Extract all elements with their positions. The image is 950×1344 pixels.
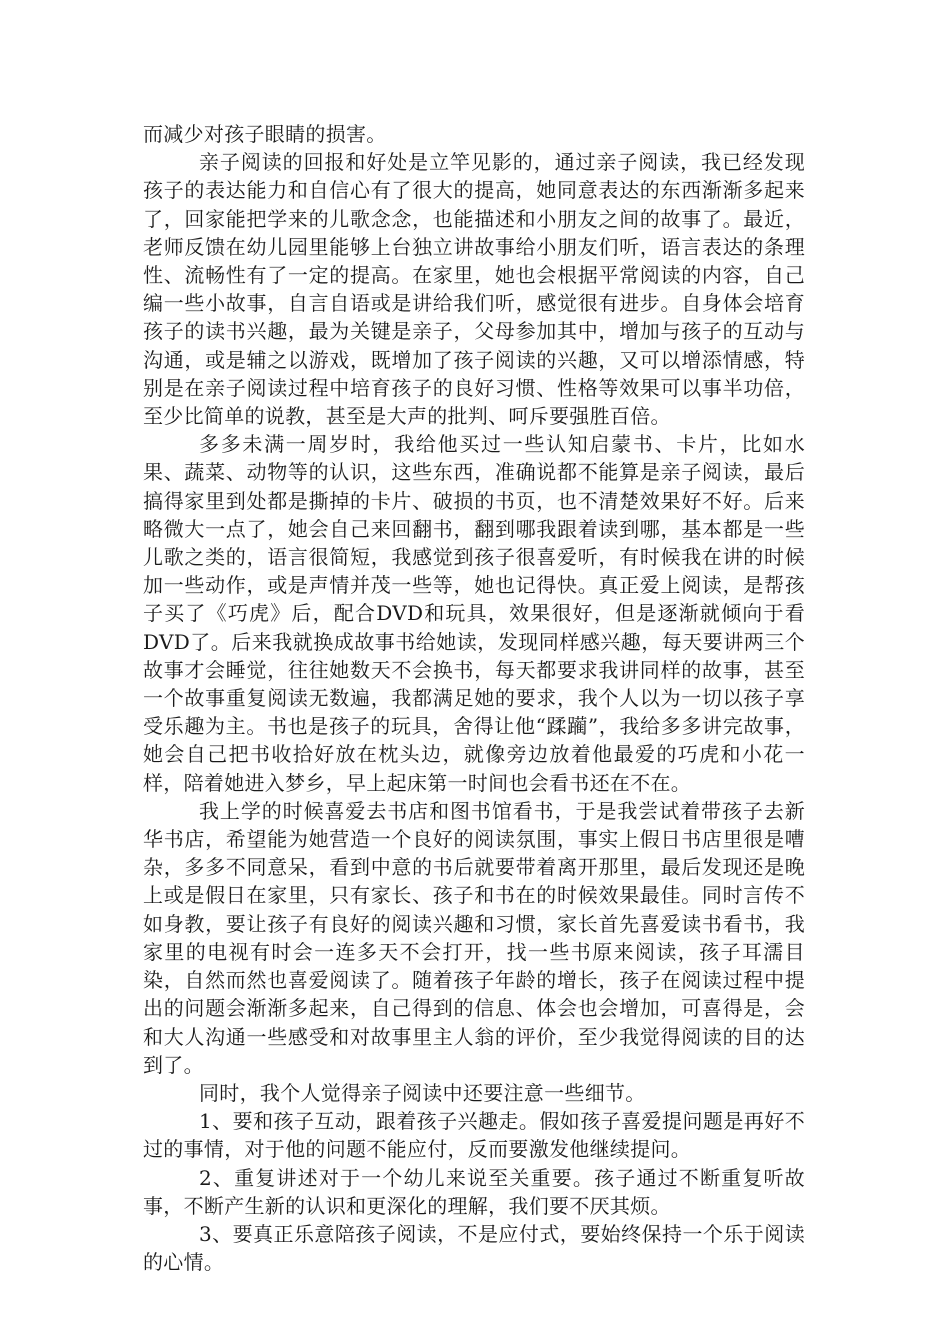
- paragraph-continuation: 而减少对孩子眼睛的损害。: [143, 122, 387, 146]
- list-item-willingness: 3、要真正乐意陪孩子阅读，不是应付式，要始终保持一个乐于阅读的心情。: [143, 1221, 805, 1275]
- list-item-repetition: 2、重复讲述对于一个幼儿来说至关重要。孩子通过不断重复听故事，不断产生新的认识和更深化的理解，我们要不厌其烦。: [143, 1165, 805, 1218]
- paragraph-details-intro: 同时，我个人觉得亲子阅读中还要注意一些细节。: [199, 1080, 646, 1105]
- list-item-interaction: 1、要和孩子互动，跟着孩子兴趣走。假如孩子喜爱提问题是再好不过的事情，对于他的问题不能应付，反而要激发他继续提问。: [143, 1109, 805, 1162]
- paragraph-benefits: 亲子阅读的回报和好处是立竿见影的，通过亲子阅读，我已经发现孩子的表达能力和自信心有了很大的提高，她同意表达的东西渐渐多起来了，回家能把学来的儿歌念念，也能描述和小朋友之间的故事了。最近，老师反馈在幼儿园里能够上台独立讲故事给小朋友们听，语言表达的条理性、流畅性有了一定的提高。在家里，她也会根据平常阅读的内容，自己编一些小故事，自言自语或是讲给我们听，感觉很有进步。自身体会培育孩子的读书兴趣，最为关键是亲子，父母参加其中，增加与孩子的互动与沟通，或是辅之以游戏，既增加了孩子阅读的兴趣，又可以增添情感，特别是在亲子阅读过程中培育孩子的良好习惯、性格等效果可以事半功倍，至少比简单的说教，甚至是大声的批判、呵斥要强胜百倍。: [143, 150, 805, 429]
- document-page: [143, 120, 805, 1276]
- paragraph-environment: 我上学的时候喜爱去书店和图书馆看书，于是我尝试着带孩子去新华书店，希望能为她营造一个良好的阅读氛围，事实上假日书店里很是嘈杂，多多不同意呆，看到中意的书后就要带着离开那里，最后发现还是晚上或是假日在家里，只有家长、孩子和书在的时候效果最佳。同时言传不如身教，要让孩子有良好的阅读兴趣和习惯，家长首先喜爱读书看书，我家里的电视有时会一连多天不会打开，找一些书原来阅读，孩子耳濡目染，自然而然也喜爱阅读了。随着孩子年龄的增长，孩子在阅读过程中提出的问题会渐渐多起来，自己得到的信息、体会也会增加，可喜得是，会和大人沟通一些感受和对故事里主人翁的评价，至少我觉得阅读的目的达到了。: [143, 798, 805, 1077]
- paragraph-early-reading: 多多未满一周岁时，我给他买过一些认知启蒙书、卡片，比如水果、蔬菜、动物等的认识，这些东西，准确说都不能算是亲子阅读，最后搞得家里到处都是撕掉的卡片、破损的书页，也不清楚效果好不好。后来略微大一点了，她会自己来回翻书，翻到哪我跟着读到哪，基本都是一些儿歌之类的，语言很简短，我感觉到孩子很喜爱听，有时候我在讲的时候加一些动作，或是声情并茂一些等，她也记得快。真正爱上阅读，是帮孩子买了《巧虎》后，配合DVD和玩具，效果很好，但是逐渐就倾向于看DVD了。后来我就换成故事书给她读，发现同样感兴趣，每天要讲两三个故事才会睡觉，往往她数天不会换书，每天都要求我讲同样的故事，甚至一个故事重复阅读无数遍，我都满足她的要求，我个人以为一切以孩子享受乐趣为主。书也是孩子的玩具，舍得让他“蹂躏”，我给多多讲完故事，她会自己把书收拾好放在枕头边，就像旁边放着他最爱的巧虎和小花一样，陪着她进入梦乡，早上起床第一时间也会看书还在不在。: [143, 432, 805, 795]
